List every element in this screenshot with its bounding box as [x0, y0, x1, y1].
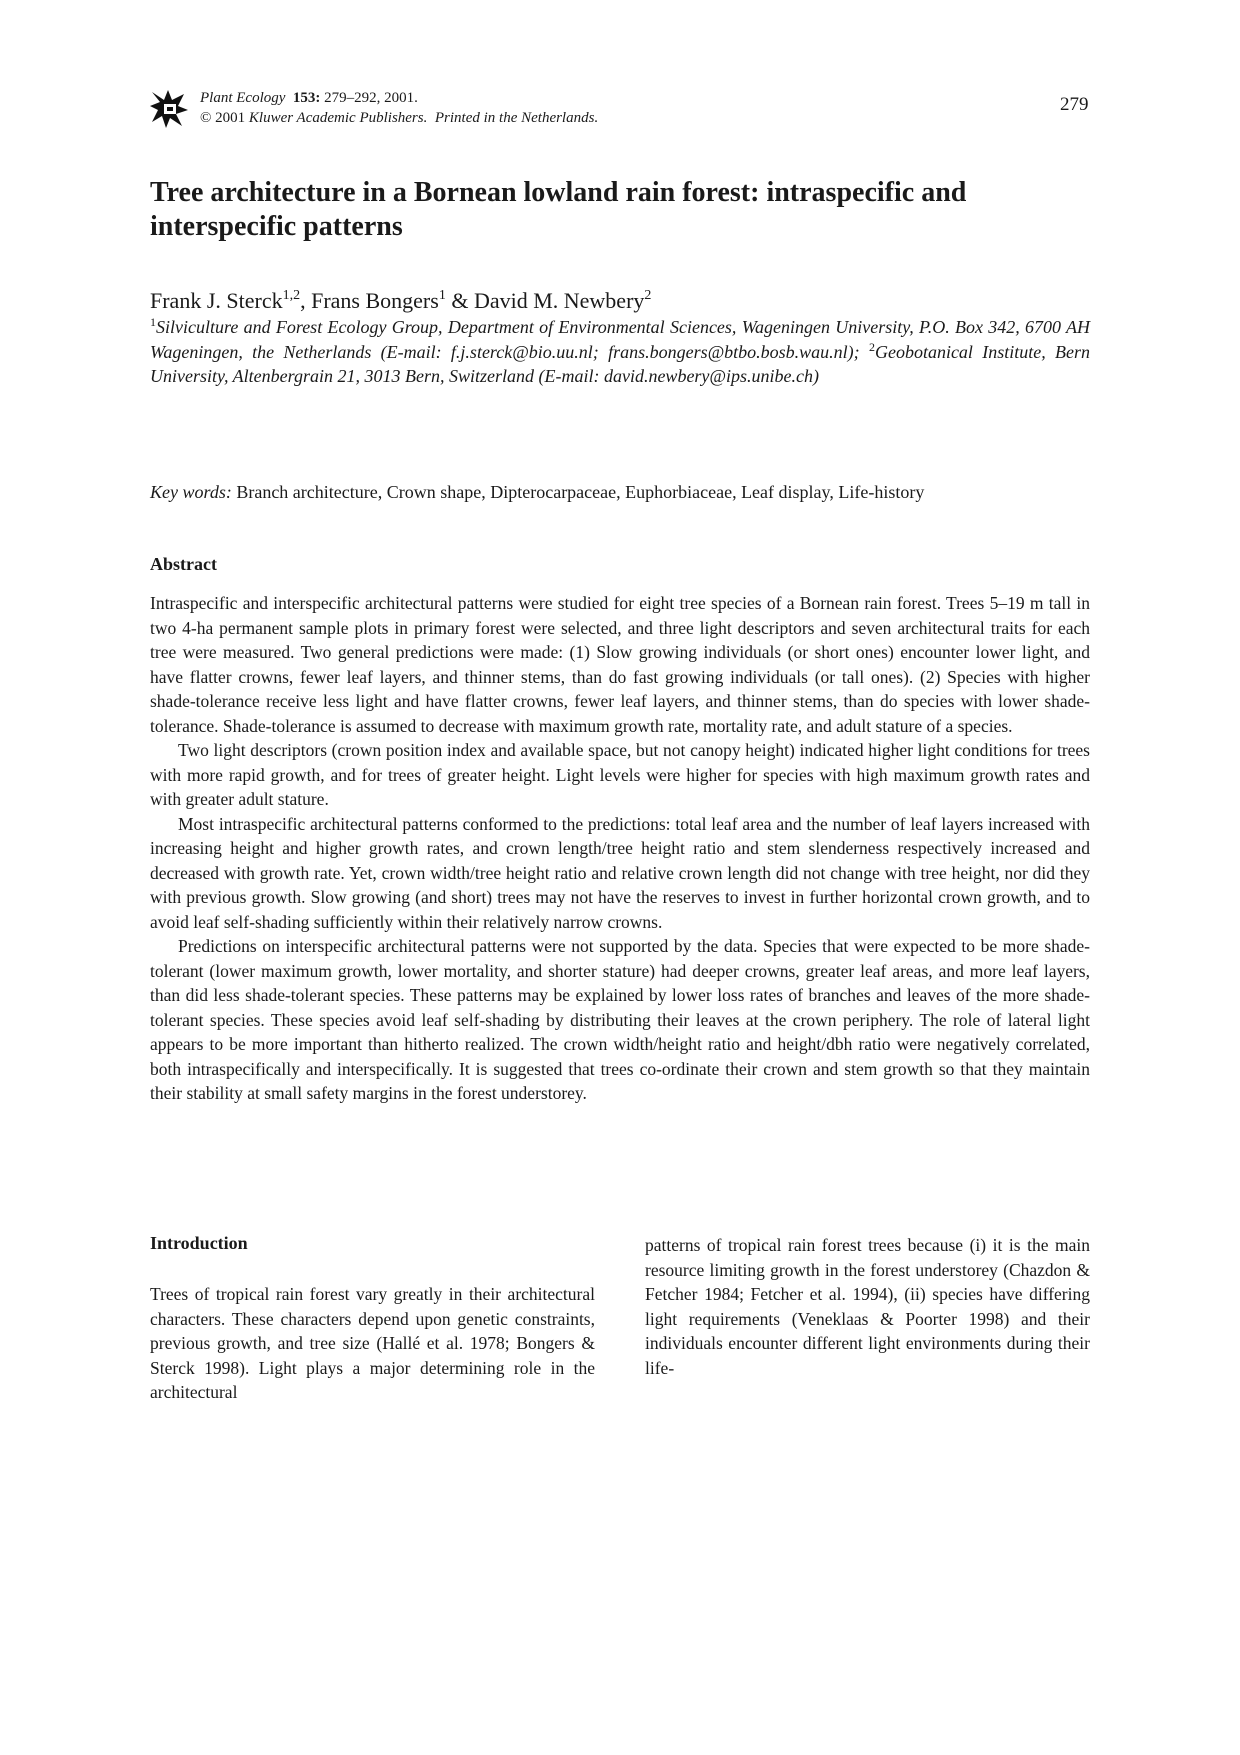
author-affiliation-marker: 2: [644, 288, 652, 303]
author-affiliation-marker: 1,2: [282, 288, 301, 303]
author-name: David M. Newbery: [473, 288, 645, 313]
journal-name: Plant Ecology: [200, 90, 286, 106]
author-list: [150, 287, 1100, 315]
author-name: Frank J. Sterck: [150, 288, 283, 313]
journal-pages-year: 279–292, 2001.: [324, 90, 418, 106]
copyright-text: © 2001: [200, 110, 246, 126]
author-name: Frans Bongers: [311, 288, 439, 313]
abstract-heading: Abstract: [150, 554, 217, 574]
keywords-text: Branch architecture, Crown shape, Dipterocarpaceae, Euphorbiaceae, Leaf display, Life-history: [231, 482, 925, 502]
affiliation-text: Geobotanical Institute, Bern University, Altenbergrain 21, 3013 Bern, Switzerland (E-mail: david.newbery@ips.unibe.ch): [150, 341, 1090, 386]
author-separator: &: [445, 288, 474, 313]
affiliations: [150, 315, 1090, 389]
journal-line-1: [200, 88, 598, 108]
introduction-left-column: Trees of tropical rain forest vary greatly in their architectural characters. These characters depend upon genetic constraints, previous growth, and tree size (Hallé et al. 1978; Bongers & Sterck 1998). Light plays a major determining role in the architectural: [150, 1284, 595, 1402]
publisher-logo-icon: [150, 88, 190, 130]
paper-title: Tree architecture in a Bornean lowland rain forest: intraspecific and interspecific patterns: [150, 177, 967, 242]
introduction-right-column: patterns of tropical rain forest trees because (i) it is the main resource limiting growth in the forest understorey (Chazdon & Fetcher 1984; Fetcher et al. 1994), (ii) species have differing light requirements (Veneklaas & Poorter 1998) and their individuals encounter different light environments during their life-: [645, 1235, 1090, 1378]
publisher-name: Kluwer Academic Publishers.: [248, 110, 428, 126]
abstract-paragraph: Predictions on interspecific architectural patterns were not supported by the data. Species that were expected to be more shade-tolerant (lower maximum growth, lower mortality, and shorter stature) had deeper crowns, greater leaf areas, and more leaf layers, than did less shade-tolerant species. These patterns may be explained by lower loss rates of branches and leaves of the more shade-tolerant species. These species avoid leaf self-shading by distributing their leaves at the crown periphery. The role of lateral light appears to be more important than hitherto realized. The crown width/height ratio and height/dbh ratio were negatively correlated, both intraspecifically and interspecifically. It is suggested that trees co-ordinate their crown and stem growth so that they maintain their stability at small safety margins in the forest understorey.: [150, 936, 1090, 1103]
abstract-paragraph: Most intraspecific architectural patterns conformed to the predictions: total leaf area and the number of leaf layers increased with increasing height and higher growth rates, and crown length/tree height ratio and stem slenderness respectively increased and decreased with growth rate. Yet, crown width/tree height ratio and relative crown length did not change with tree height, nor did they with previous growth. Slow growing (and short) trees may not have the reserves to invest in further horizontal crown growth, and to avoid leaf self-shading sufficiently within their relatively narrow crowns.: [150, 813, 1090, 932]
affiliation-marker: 1: [150, 315, 156, 329]
journal-line-2: [200, 108, 598, 128]
abstract-paragraph: Two light descriptors (crown position index and available space, but not canopy height) indicated higher light conditions for trees with more rapid growth, and for trees of greater height. Light levels were higher for species with high maximum growth rates and with greater adult stature.: [150, 740, 1090, 809]
journal-citation: [200, 88, 598, 128]
printed-location: Printed in the Netherlands.: [434, 110, 599, 126]
abstract-paragraph: Intraspecific and interspecific architectural patterns were studied for eight tree species of a Bornean rain forest. Trees 5–19 m tall in two 4-ha permanent sample plots in primary forest were selected, and three light descriptors and seven architectural traits for each tree were measured. Two general predictions were made: (1) Slow growing individuals (or short ones) encounter lower light, and have flatter crowns, fewer leaf layers, and thinner stems, than do fast growing individuals (or tall ones). (2) Species with higher shade-tolerance receive less light and have flatter crowns, fewer leaf layers, and thinner stems, than do species with lower shade-tolerance. Shade-tolerance is assumed to decrease with maximum growth rate, mortality rate, and adult stature of a species.: [150, 593, 1090, 736]
affiliation-marker: 2: [868, 339, 875, 354]
abstract-body: [150, 591, 1090, 1106]
affiliation-text: Silviculture and Forest Ecology Group, Department of Environmental Sciences, Wageningen University, P.O. Box 342, 6700 AH Wageningen, the Netherlands (E-mail: f.j.sterck@bio.uu.nl; frans.bongers@btbo.bosb.wau.nl);: [150, 317, 1090, 362]
page-number: 279: [1060, 94, 1089, 115]
journal-volume: 153:: [292, 90, 321, 106]
introduction-heading: Introduction: [150, 1233, 248, 1253]
author-affiliation-marker: 1: [438, 288, 446, 303]
keywords: [150, 480, 1100, 504]
author-separator: ,: [300, 288, 312, 313]
keywords-label: Key words:: [150, 482, 232, 502]
